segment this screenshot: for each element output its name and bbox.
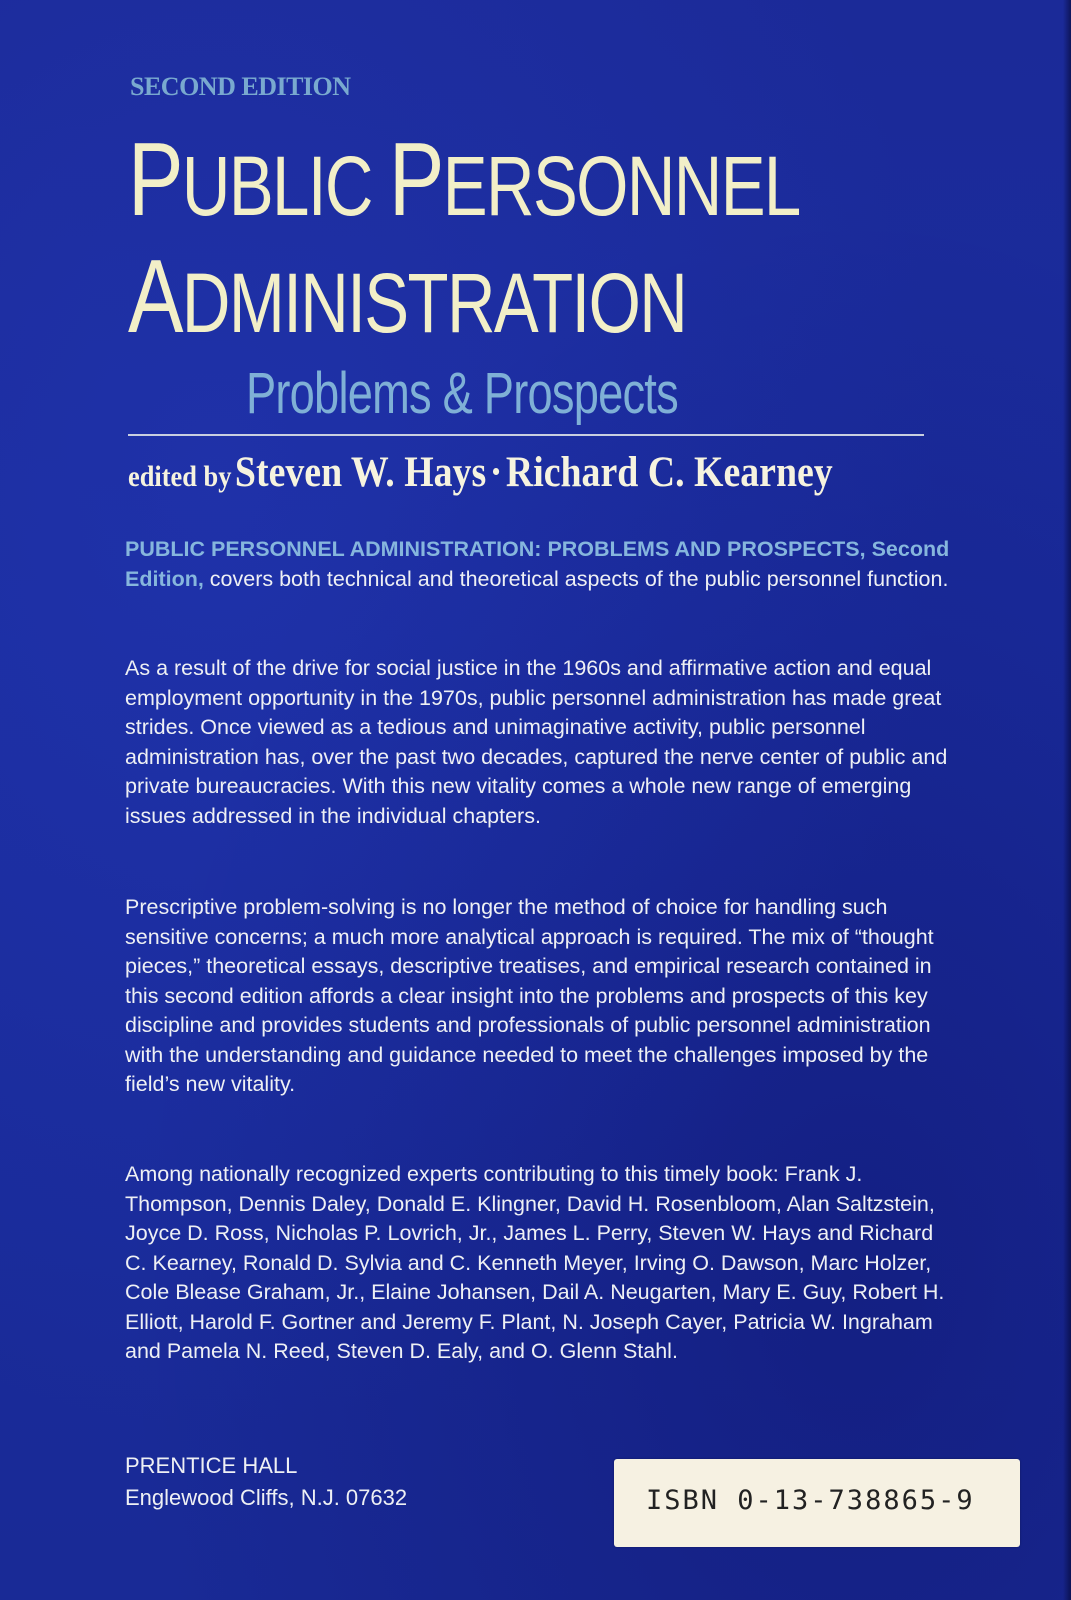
description-paragraph-1 [125,535,955,594]
title-line-1 [128,122,800,238]
title-initial-a: A [128,239,182,355]
isbn-label [614,1459,1020,1547]
edition-label: SECOND EDITION [130,72,351,101]
title-initial-p1: P [128,122,182,238]
title-divider [128,434,924,436]
contributors-paragraph: Among nationally recognized experts contributing to this timely book: Frank J. Thompson, Dennis Daley, Donald E. Klingner, David H. Rosenbloom, Alan Saltzstein, Joyce D. Ross, Nicholas P. Lovrich, Jr., James L. Perry, Steven W. Hays and Richard C. Kearney, Ronald D. Sylvia and C. Kenneth Meyer, Irving O. Dawson, Marc Holzer, Cole Blease Graham, Jr., Elaine Johansen, Dail A. Neugarten, Mary E. Guy, Robert H. Elliott, Harold F. Gortner and Jeremy F. Plant, N. Joseph Cayer, Patricia W. Ingraham and Pamela N. Reed, Steven D. Ealy, and O. Glenn Stahl. [125,1162,945,1363]
editors-line [128,448,833,497]
editor-name-1: Steven W. Hays [234,449,487,496]
paragraph-1-text: covers both technical and theoretical aspects of the public personnel function. [203,566,949,591]
title-word-public: UBLIC [181,139,389,233]
title-line-2 [128,239,687,355]
cover-edge-shadow [1063,0,1071,1600]
publisher-block [125,1450,407,1514]
editor-separator: · [489,449,503,496]
description-paragraph-2: As a result of the drive for social justice in the 1960s and affirmative action and equal employment opportunity in the 1970s, public personnel administration has made great strides. Once viewed as a tedious and unimaginative activity, public personnel administration has, over the past two decades, captured the nerve center of public and private bureaucracies. With this new vitality comes a whole new range of emerging issues addressed in the individual chapters. [125,656,948,828]
isbn-number: ISBN 0-13-738865-9 [646,1485,975,1516]
title-initial-p2: P [388,122,443,238]
subtitle: Problems & Prospects [246,361,678,426]
title-word-administration: DMINISTRATION [181,256,687,350]
publisher-location: Englewood Cliffs, N.J. 07632 [125,1485,408,1510]
title-word-personnel: ERSONNEL [442,139,800,233]
description-paragraph-3: Prescriptive problem-solving is no longer the method of choice for handling such sensitive concerns; a much more analytical approach is required. The mix of “thought pieces,” theoretical essays, descriptive treatises, and empirical research contained in this second edition affords a clear insight into the problems and prospects of this key discipline and provides students and professionals of public personnel administration with the understanding and guidance needed to meet the challenges imposed by the field’s new vitality. [125,895,934,1096]
publisher-name: PRENTICE HALL [125,1453,298,1478]
edited-by-label: edited by [128,460,232,493]
editor-name-2: Richard C. Kearney [505,449,833,496]
book-title-reference: PUBLIC PERSONNEL ADMINISTRATION: PROBLEMS AND PROSPECTS, Second Edition, [125,537,950,591]
